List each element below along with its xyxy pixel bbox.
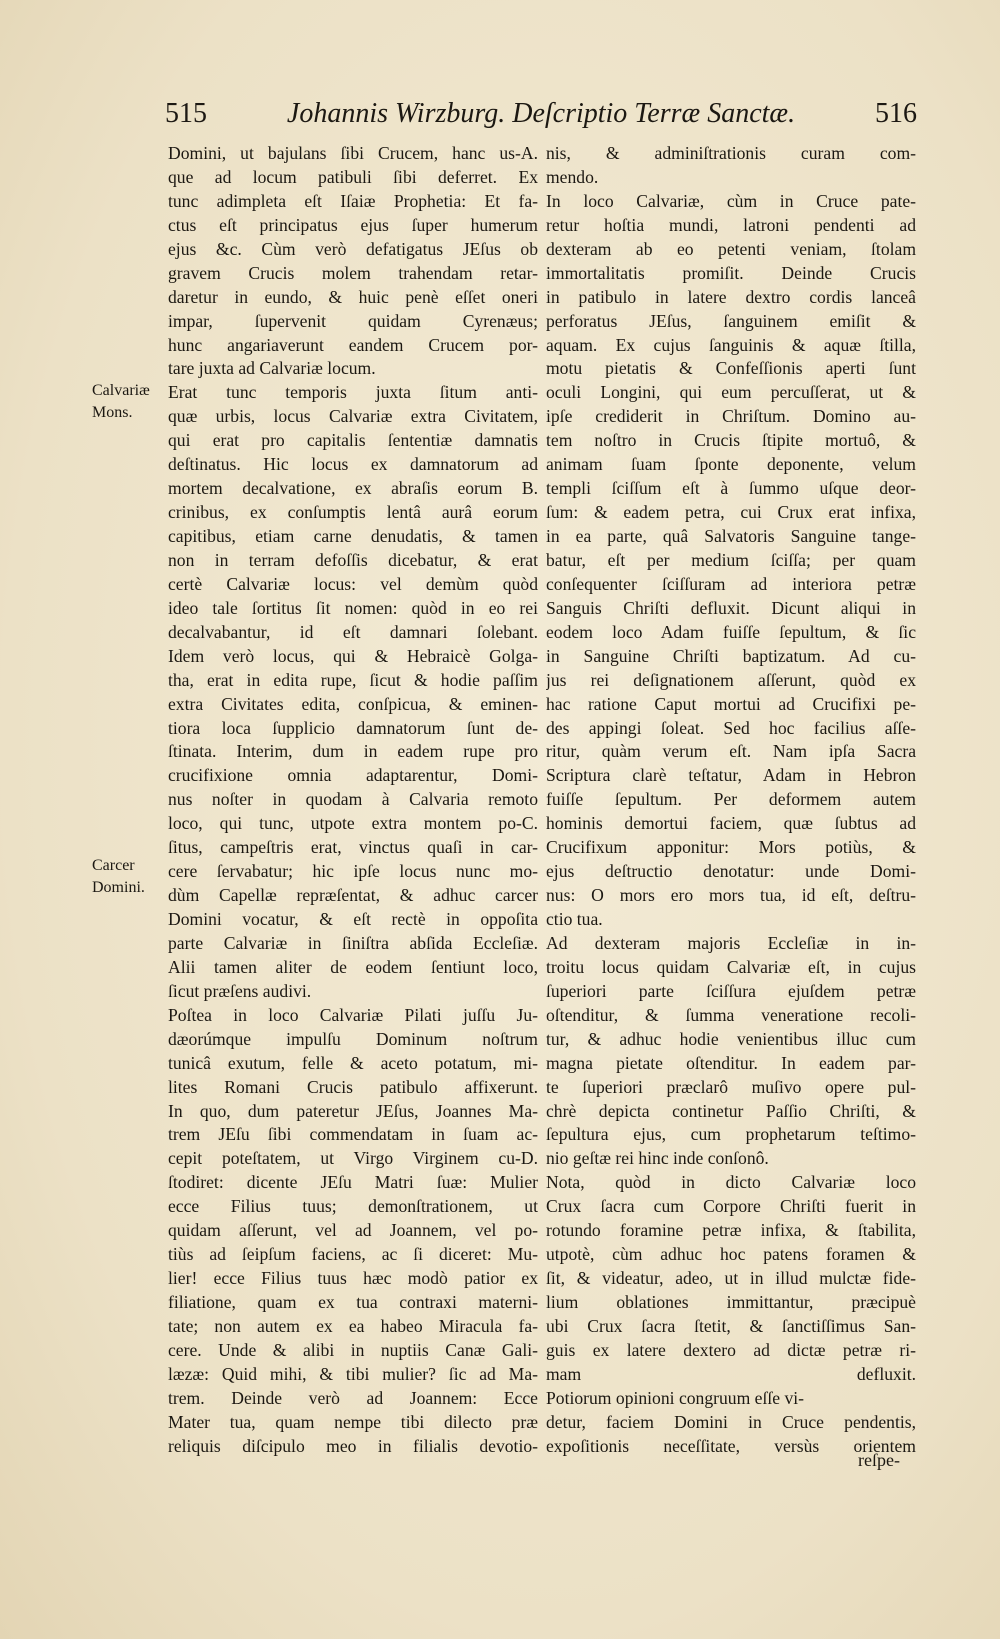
text-line: batur, eſt per medium ſciſſa; per quam xyxy=(546,549,916,570)
text-line: cere ſervabatur; hic ipſe locus nunc mo- xyxy=(168,861,538,882)
text-line: ſicut præſens audivi. xyxy=(168,980,312,1001)
text-line: Sanguis Chriſti defluxit. Dicunt aliqui in xyxy=(546,597,916,618)
text-line: Poſtea in loco Calvariæ Pilati juſſu Ju- xyxy=(168,1004,538,1025)
text-line: des appingi ſoleat. Sed hoc facilius aſſe- xyxy=(546,717,916,738)
text-line: ideo tale ſortitus ſit nomen: quòd in eo rei xyxy=(168,597,538,618)
text-line: mam defluxit. xyxy=(546,1363,916,1384)
text-line: Alii tamen aliter de eodem ſentiunt loco, xyxy=(168,956,538,977)
text-line: hunc angariaverunt eandem Crucem por- xyxy=(168,334,538,355)
text-line: utpotè, cùm adhuc hoc patens foramen & xyxy=(546,1244,916,1265)
page-number-right: 516 xyxy=(875,98,917,129)
text-line: mendo. xyxy=(546,166,599,187)
text-line: tate; non autem ex ea habeo Miracula fa- xyxy=(168,1315,538,1336)
text-line: nio geſtæ rei hinc inde conſonô. xyxy=(546,1148,769,1169)
text-line: nis, & adminiſtrationis curam com- xyxy=(546,143,916,163)
right-column xyxy=(546,142,916,1459)
text-line: ejus &c. Cùm verò defatigatus JEſus ob xyxy=(168,238,538,259)
text-line: daretur in eundo, & huic penè eſſet oneri xyxy=(168,286,538,307)
text-line: ſit, & videatur, adeo, ut in illud mulctæ fide- xyxy=(546,1268,916,1289)
page-header xyxy=(165,98,917,140)
text-line: ritur, quàm verum eſt. Nam ipſa Sacra xyxy=(546,741,916,762)
text-line: tiora loca ſupplicio damnatorum ſunt de- xyxy=(168,717,538,738)
text-line: motu pietatis & Confeſſionis aperti ſunt xyxy=(546,358,916,379)
text-line: tunc adimpleta eſt Iſaiæ Prophetia: Et fa- xyxy=(168,190,538,211)
text-line: quæ urbis, locus Calvariæ extra Civitatem, xyxy=(168,406,538,427)
text-line: impar, ſupervenit quidam Cyrenæus; xyxy=(168,310,538,331)
text-line: non in terram defoſſis dicebatur, & erat xyxy=(168,549,538,570)
text-line: que ad locum patibuli ſibi deferret. Ex xyxy=(168,166,538,187)
text-line: hac ratione Caput mortui ad Crucifixi pe- xyxy=(546,693,916,714)
text-line: rotundo foramine petræ infixa, & ſtabilita, xyxy=(546,1220,916,1241)
text-line: Idem verò locus, qui & Hebraicè Golga- xyxy=(168,645,538,666)
catchword: reſpe- xyxy=(858,1450,900,1470)
text-line: immortalitatis promiſit. Deinde Crucis xyxy=(546,262,916,283)
text-line: Mater tua, quam nempe tibi dilecto præ xyxy=(168,1411,538,1432)
text-line: mortem decalvatione, ex abraſis eorum B. xyxy=(168,478,538,499)
text-line: In quo, dum pateretur JEſus, Joannes Ma- xyxy=(168,1100,538,1121)
text-line: Nota, quòd in dicto Calvariæ loco xyxy=(546,1172,916,1193)
text-line: in patibulo in latere dextro cordis lanceâ xyxy=(546,286,916,307)
text-line: parte Calvariæ in ſiniſtra abſida Eccleſiæ. xyxy=(168,932,538,953)
text-line: oculi Longini, qui eum percuſſerat, ut & xyxy=(546,382,916,403)
text-line: detur, faciem Domini in Cruce pendentis, xyxy=(546,1411,916,1432)
text-line: ejus deſtructio denotatur: unde Domi- xyxy=(546,861,916,882)
text-line: certè Calvariæ locus: vel demùm quòd xyxy=(168,573,538,594)
text-line: tem noſtro in Crucis ſtipite mortuô, & xyxy=(546,430,916,451)
page-number-left: 515 xyxy=(165,98,207,129)
text-line: Ad dexteram majoris Eccleſiæ in in- xyxy=(546,932,916,953)
text-line: Scriptura clarè teſtatur, Adam in Hebron xyxy=(546,765,916,786)
text-line: lium oblationes immittantur, præcipuè xyxy=(546,1292,916,1312)
text-line: cere. Unde & alibi in nuptiis Canæ Gali- xyxy=(168,1339,538,1360)
text-line: aquam. Ex cujus ſanguinis & aquæ ſtilla, xyxy=(546,334,916,355)
text-line: te ſuperiori præclarô muſivo opere pul- xyxy=(546,1076,916,1097)
text-line: animam ſuam ſponte deponente, velum xyxy=(546,454,916,475)
text-line: templi ſciſſum eſt à ſummo uſque deor- xyxy=(546,478,916,499)
text-line: ctio tua. xyxy=(546,909,603,929)
text-line: filiatione, quam ex tua contraxi materni- xyxy=(168,1292,538,1312)
text-line: in Sanguine Chriſti baptizatum. Ad cu- xyxy=(546,645,916,666)
text-line: decalvabantur, id eſt damnari ſolebant. xyxy=(168,621,538,642)
text-line: in ea parte, quâ Salvatoris Sanguine tange- xyxy=(546,526,916,546)
text-line: tunicâ exutum, felle & aceto potatum, mi- xyxy=(168,1052,538,1073)
text-line: jus rei deſignationem aſſerunt, quòd ex xyxy=(546,669,916,690)
text-line: tare juxta ad Calvariæ locum. xyxy=(168,358,376,379)
text-line: ſitus, campeſtris erat, vinctus quaſi in car- xyxy=(168,837,538,858)
text-line: Domini, ut bajulans ſibi Crucem, hanc us-A. xyxy=(168,143,538,163)
text-line: guis ex latere dextero ad dictæ petræ ri- xyxy=(546,1339,916,1360)
text-line: fuiſſe ſepultum. Per deformem autem xyxy=(546,789,916,810)
text-line: dæorúmque impulſu Dominum noſtrum xyxy=(168,1028,538,1049)
text-line: dùm Capellæ repræſentat, & adhuc carcer xyxy=(168,885,538,906)
text-line: quidam aſſerunt, vel ad Joannem, vel po- xyxy=(168,1220,538,1241)
text-line: loco, qui tunc, utpote extra montem po-C. xyxy=(168,813,538,834)
text-line: ſtodiret: dicente JEſu Matri ſuæ: Mulier xyxy=(168,1172,538,1193)
text-line: nus: O mors ero mors tua, id eſt, deſtru- xyxy=(546,885,916,906)
text-line: ctus eſt principatus ejus ſuper humerum xyxy=(168,214,538,235)
text-line: cepit poteſtatem, ut Virgo Virginem cu-D. xyxy=(168,1148,538,1169)
text-line: retur hoſtia mundi, latroni pendenti ad xyxy=(546,214,916,235)
text-line: oſtenditur, & ſumma veneratione recoli- xyxy=(546,1004,916,1025)
text-line: trem. Deinde verò ad Joannem: Ecce xyxy=(168,1387,538,1408)
text-line: deſtinatus. Hic locus ex damnatorum ad xyxy=(168,454,538,475)
text-line: ubi Crux ſacra ſtetit, & ſanctiſſimus San- xyxy=(546,1315,916,1336)
text-line: dexteram ab eo petenti veniam, ſtolam xyxy=(546,238,916,259)
text-line: Potiorum opinioni congruum eſſe vi- xyxy=(546,1387,805,1408)
text-line: extra Civitates edita, conſpicua, & eminen- xyxy=(168,693,538,714)
text-line: lites Romani Crucis patibulo affixerunt. xyxy=(168,1076,538,1097)
text-line: qui erat pro capitalis ſententiæ damnatis xyxy=(168,430,538,451)
text-line: In loco Calvariæ, cùm in Cruce pate- xyxy=(546,190,916,211)
text-line: chrè depicta continetur Paſſio Chriſti, & xyxy=(546,1100,916,1121)
text-line: capitibus, etiam carne denudatis, & tamen xyxy=(168,526,538,546)
text-line: tha, erat in edita rupe, ſicut & hodie paſſim xyxy=(168,669,538,690)
text-line: reliquis diſcipulo meo in filialis devotio- xyxy=(168,1435,538,1456)
text-line: hominis demortui faciem, quæ ſubtus ad xyxy=(546,813,916,834)
text-line: ſepultura ejus, cum prophetarum teſtimo- xyxy=(546,1124,916,1145)
margin-note-carcer: Carcer Domini. xyxy=(92,857,145,896)
text-line: ecce Filius tuus; demonſtrationem, ut xyxy=(168,1196,538,1217)
text-line: læzæ: Quid mihi, & tibi mulier? ſic ad Ma- xyxy=(168,1363,538,1384)
text-line: Crucifixum apponitur: Mors potiùs, & xyxy=(546,837,916,858)
text-line: perforatus JEſus, ſanguinem emiſit & xyxy=(546,310,916,331)
text-line: tiùs ad ſeipſum faciens, ac ſi diceret: Mu- xyxy=(168,1244,538,1265)
text-line: gravem Crucis molem trahendam retar- xyxy=(168,262,538,283)
text-line: crinibus, ex conſumptis lentâ aurâ eorum xyxy=(168,502,538,523)
margin-note-calvariae: Calvariæ Mons. xyxy=(92,382,150,421)
text-line: Erat tunc temporis juxta ſitum anti- xyxy=(168,382,538,403)
text-line: nus noſter in quodam à Calvaria remoto xyxy=(168,789,538,810)
running-title: Johannis Wirzburg. Deſcriptio Terræ Sanctæ. xyxy=(286,98,796,129)
text-line: ſuperiori parte ſciſſura ejuſdem petræ xyxy=(546,980,916,1001)
text-line: lier! ecce Filius tuus hæc modò patior ex xyxy=(168,1268,538,1289)
text-line: Crux ſacra cum Corpore Chriſti fuerit in xyxy=(546,1196,916,1217)
text-line: troitu locus quidam Calvariæ eſt, in cujus xyxy=(546,956,916,977)
text-line: tur, & adhuc hodie venientibus illuc cum xyxy=(546,1028,916,1049)
text-line: conſequenter ſciſſuram ad interiora petræ xyxy=(546,573,916,594)
text-line: Domini vocatur, & eſt rectè in oppoſita xyxy=(168,909,538,929)
text-line: ſtinata. Interim, dum in eadem rupe pro xyxy=(168,741,538,762)
text-line: trem JEſu ſibi commendatam in ſuam ac- xyxy=(168,1124,538,1145)
text-line: expoſitionis neceſſitate, versùs orientem xyxy=(546,1435,916,1456)
text-line: ſum: & eadem petra, cui Crux erat infixa, xyxy=(546,502,916,523)
text-line: crucifixione omnia adaptarentur, Domi- xyxy=(168,765,538,786)
left-column xyxy=(168,142,538,1459)
text-line: ipſe crediderit in Chriſtum. Domino au- xyxy=(546,406,916,427)
text-line: eodem loco Adam fuiſſe ſepultum, & ſic xyxy=(546,621,916,642)
text-line: magna pietate oſtenditur. In eadem par- xyxy=(546,1052,916,1073)
